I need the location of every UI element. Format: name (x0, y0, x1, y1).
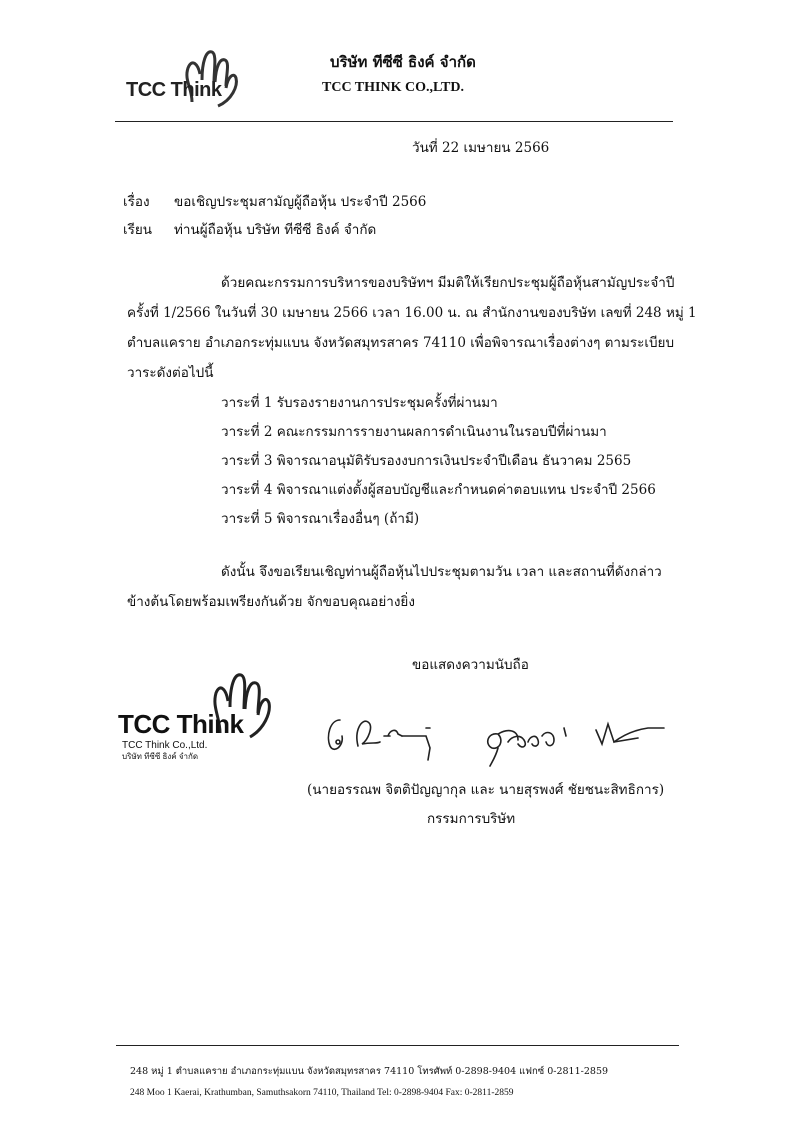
svg-text:TCC Think Co.,Ltd.: TCC Think Co.,Ltd. (122, 740, 208, 751)
paragraph-2-line-2: ข้างต้นโดยพร้อมเพรียงกันด้วย จักขอบคุณอย่างยิ่ง (127, 594, 415, 610)
signature-2 (478, 700, 678, 770)
signature-1 (318, 706, 468, 766)
agenda-item: วาระที่ 4 พิจารณาแต่งตั้งผู้สอบบัญชีและกำหนดค่าตอบแทน ประจำปี 2566 (221, 482, 656, 498)
company-name-thai: บริษัท ทีซีซี ธิงค์ จำกัด (330, 53, 476, 71)
subject-label: เรื่อง (123, 194, 150, 210)
agenda-item: วาระที่ 5 พิจารณาเรื่องอื่นๆ (ถ้ามี) (221, 511, 420, 527)
subject-text: ขอเชิญประชุมสามัญผู้ถือหุ้น ประจำปี 2566 (174, 194, 427, 210)
paragraph-1-line-4: วาระดังต่อไปนี้ (127, 365, 214, 381)
paragraph-1-line-3: ตำบลแคราย อำเภอกระทุ่มแบน จังหวัดสมุทรสาคร 74110 เพื่อพิจารณาเรื่องต่างๆ ตามระเบียบ (127, 335, 675, 351)
company-name-english: TCC THINK CO.,LTD. (322, 80, 464, 95)
svg-text:TCC Think: TCC Think (126, 79, 222, 101)
paragraph-1-line-2: ครั้งที่ 1/2566 ในวันที่ 30 เมษายน 2566 เวลา 16.00 น. ณ สำนักงานของบริษัท เลขที่ 248 หมู่ 1 (127, 305, 697, 321)
company-stamp (116, 663, 286, 763)
footer-divider (116, 1045, 679, 1046)
company-logo (122, 40, 244, 108)
svg-text:บริษัท ทีซีซี ธิงค์ จำกัด: บริษัท ทีซีซี ธิงค์ จำกัด (122, 752, 199, 761)
paragraph-1-line-1: ด้วยคณะกรรมการบริหารของบริษัทฯ มีมติให้เรียกประชุมผู้ถือหุ้นสามัญประจำปี (221, 275, 675, 291)
recipient-label: เรียน (123, 222, 153, 238)
signer-title: กรรมการบริษัท (427, 811, 516, 827)
letter-date: วันที่ 22 เมษายน 2566 (412, 140, 550, 156)
agenda-item: วาระที่ 2 คณะกรรมการรายงานผลการดำเนินงานในรอบปีที่ผ่านมา (221, 424, 607, 440)
footer-address-english: 248 Moo 1 Kaerai, Krathumban, Samuthsakorn 74110, Thailand Tel: 0-2898-9404 Fax: 0-2811-2859 (130, 1088, 514, 1098)
paragraph-2-line-1: ดังนั้น จึงขอเรียนเชิญท่านผู้ถือหุ้นไปประชุมตามวัน เวลา และสถานที่ดังกล่าว (221, 564, 662, 580)
footer-address-thai: 248 หมู่ 1 ตำบลแคราย อำเภอกระทุ่มแบน จังหวัดสมุทรสาคร 74110 โทรศัพท์ 0-2898-9404 แฟกซ์ 0-2811-2859 (130, 1066, 609, 1077)
agenda-item: วาระที่ 3 พิจารณาอนุมัติรับรองงบการเงินประจำปีเดือน ธันวาคม 2565 (221, 453, 632, 469)
svg-text:TCC Think: TCC Think (118, 709, 244, 739)
agenda-item: วาระที่ 1 รับรองรายงานการประชุมครั้งที่ผ่านมา (221, 395, 498, 411)
signers-names: (นายอรรณพ จิตติปัญญากุล และ นายสุรพงศ์ ชัยชนะสิทธิการ) (307, 782, 665, 798)
logo-wordmark (126, 79, 223, 101)
recipient-text: ท่านผู้ถือหุ้น บริษัท ทีซีซี ธิงค์ จำกัด (174, 222, 377, 238)
closing-text: ขอแสดงความนับถือ (412, 657, 529, 673)
header-divider (115, 121, 673, 122)
